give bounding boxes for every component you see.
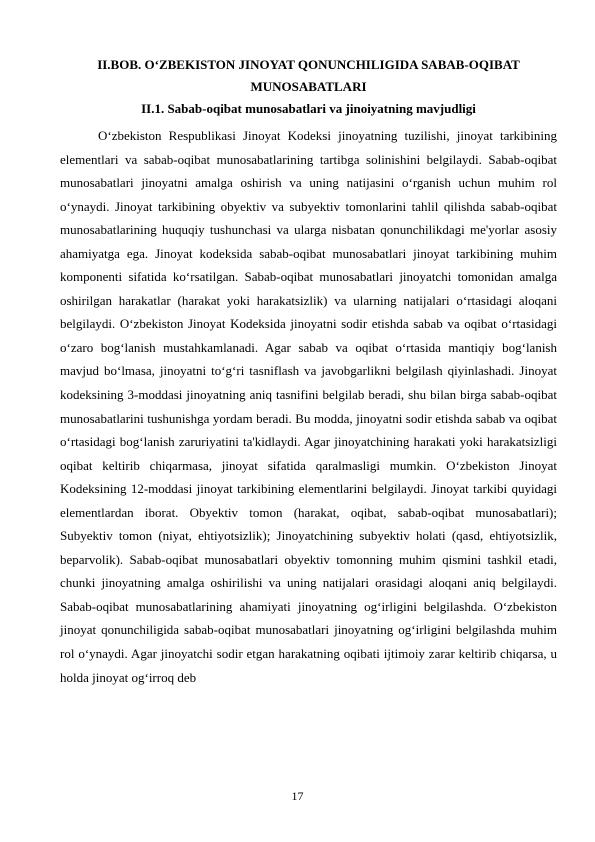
chapter-title: II.BOB. O‘ZBEKISTON JINOYAT QONUNCHILIGIDA SABAB-OQIBAT MUNOSABATLARI	[97, 57, 520, 94]
body-paragraph: O‘zbekiston Respublikasi Jinoyat Kodeksi jinoyatning tuzilishi, jinoyat tarkibining elementlari va sabab-oqibat munosabatlarining tartibga solinishini belgilaydi. Sabab-oqibat munosabatlari jinoyatni amalga oshirish va uning natijasini o‘rganish uchun muhim rol o‘ynaydi. Jinoyat tarkibining obyektiv va subyektiv tomonlarini tahlil qilishda sabab-oqibat munosabatlarining huquqiy tushunchasi va ularga nisbatan qonunchilikdagi me'yorlar asosiy ahamiyatga ega. Jinoyat kodeksida sabab-oqibat munosabatlari jinoyat tarkibining muhim komponenti sifatida ko‘rsatilgan. Sabab-oqibat munosabatlari jinoyatchi tomonidan amalga oshirilgan harakatlar (harakat yoki harakatsizlik) va ularning natijalari o‘rtasidagi aloqani belgilaydi. O‘zbekiston Jinoyat Kodeksida jinoyatni sodir etishda sabab va oqibat o‘rtasidagi o‘zaro bog‘lanish mustahkamlanadi. Agar sabab va oqibat o‘rtasida mantiqiy bog‘lanish mavjud bo‘lmasa, jinoyatni to‘g‘ri tasniflash va javobgarlikni belgilash qiyinlashadi. Jinoyat kodeksining 3-moddasi jinoyatning aniq tasnifini belgilab beradi, shu bilan birga sabab-oqibat munosabatlarini tushunishga yordam beradi. Bu modda, jinoyatni sodir etishda sabab va oqibat o‘rtasidagi bog‘lanish zaruriyatini ta'kidlaydi. Agar jinoyatchining harakati yoki harakatsizligi oqibat keltirib chiqarmasa, jinoyat sifatida qaralmasligi mumkin. O‘zbekiston Jinoyat Kodeksining 12-moddasi jinoyat tarkibining elementlarini belgilaydi. Jinoyat tarkibi quyidagi elementlardan iborat. Obyektiv tomon (harakat, oqibat, sabab-oqibat munosabatlari); Subyektiv tomon (niyat, ehtiyotsizlik); Jinoyatchining subyektiv holati (qasd, ehtiyotsizlik, beparvolik). Sabab-oqibat munosabatlari obyektiv tomonning muhim qismini tashkil etadi, chunki jinoyatning amalga oshirilishi va uning natijalari orasidagi aloqani aniq belgilaydi. Sabab-oqibat munosabatlarining ahamiyati jinoyatning og‘irligini belgilashda. O‘zbekiston jinoyat qonunchiligida sabab-oqibat munosabatlari jinoyatning og‘irligini belgilashda muhim rol o‘ynaydi. Agar jinoyatchi sodir etgan harakatning oqibati ijtimoiy zarar keltirib chiqarsa, u holda jinoyat og‘irroq deb	[60, 128, 557, 685]
page-number: 17	[291, 789, 304, 803]
section-title: II.1. Sabab-oqibat munosabatlari va jinoiyatning mavjudligi	[141, 101, 476, 116]
